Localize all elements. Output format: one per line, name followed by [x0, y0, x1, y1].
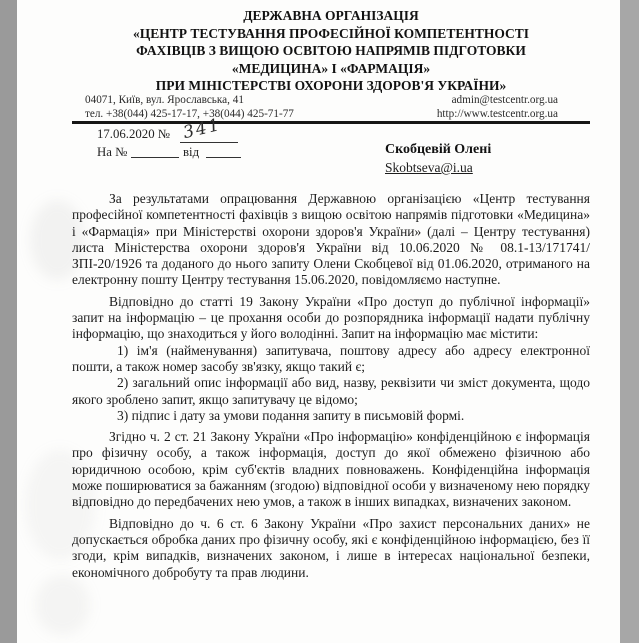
org-phones: тел. +38(044) 425-17-17, +38(044) 425-71-77 [85, 107, 294, 120]
reply-date-blank-line [206, 144, 241, 158]
paragraph-confidential-information: Згідно ч. 2 ст. 21 Закону України «Про інформацію» конфіденційною є інформація про фізичну особу, а також інформація, доступ до якої обмежено фізичною або юридичною особою, крім суб'єктів владних повноважень. Конфіденційна інформація може поширюватися за бажанням (згодою) відповідної особи у визначеному нею порядку відповідно до передбачених нею умов, а також в інших випадках, визначених законом. [72, 429, 590, 510]
paragraph-article-19-definition: Відповідно до статті 19 Закону України «Про доступ до публічної інформації» запит на інформацію – це прохання особи до розпорядника інформації надати публічну інформацію, що знаходиться у його володінні. Запит на інформацію має містити: [72, 293, 590, 342]
list-item-information-description: 2) загальний опис інформації або вид, назву, реквізити чи зміст документа, щодо якого зроблено запит, якщо запитувачу це відомо; [72, 375, 590, 407]
handwritten-outgoing-number: 341 [181, 114, 224, 144]
scan-edge-left [0, 0, 17, 643]
list-item-requester-name: 1) ім'я (найменування) запитувача, поштову адресу або адресу електронної пошти, а також номер засобу зв'язку, якщо такий є; [72, 342, 590, 374]
contact-right-column [437, 94, 578, 121]
org-letterhead [72, 7, 590, 95]
paragraph-personal-data-protection: Відповідно до ч. 6 ст. 6 Закону України «Про захист персональних даних» не допускається обробка даних про фізичну особу, які є конфіденційною інформацією, без її згоди, крім випадків, визначених законом, і лише в інтересах національної безпеки, економічного добробуту та прав людини. [72, 515, 590, 580]
contact-left-column [85, 94, 294, 121]
org-name-line-2: ФАХІВЦІВ З ВИЩОЮ ОСВІТОЮ НАПРЯМІВ ПІДГОТОВКИ [136, 43, 526, 58]
letter-body [72, 191, 590, 581]
list-item-signature-date: 3) підпис і дату за умови подання запиту в письмовій формі. [117, 407, 465, 423]
scan-smudge [35, 575, 90, 635]
outgoing-number-underline [180, 142, 238, 143]
reply-number-blank-line [131, 144, 179, 158]
letterhead-divider-rule [72, 121, 590, 124]
org-type-line: ДЕРЖАВНА ОРГАНІЗАЦІЯ [243, 8, 419, 23]
scan-edge-right [620, 0, 639, 643]
org-website: http://www.testcentr.org.ua [436, 107, 558, 120]
paragraph-results-of-processing: За результатами опрацювання Державною організацією «Центр тестування професійної компетентності фахівців з вищою освітою напрямів підготовки «Медицина» і «Фармація» при Міністерстві охорони здоров'я України» (далі – Центру тестування) листа Міністерства охорони здоров'я України від 10.06.2020 № 08.1-13/171741/ЗПІ-20/1926 та доданого до нього запиту Олени Скобцевої від 01.06.2020, отриманого на електронну пошту Центру тестування 15.06.2020, повідомляємо наступне. [72, 191, 590, 288]
reply-number-label: На № [97, 145, 128, 159]
addressee-email: Skobtseva@i.ua [385, 160, 473, 175]
outgoing-date-number-label: 17.06.2020 № [97, 127, 170, 141]
addressee-block [385, 142, 491, 176]
org-name-line-4: ПРИ МІНІСТЕРСТВІ ОХОРОНИ ЗДОРОВ'Я УКРАЇНИ» [155, 78, 507, 93]
org-name-line-3: «МЕДИЦИНА» І «ФАРМАЦІЯ» [231, 60, 431, 76]
org-address: 04071, Київ, вул. Ярославська, 41 [85, 94, 244, 106]
org-email: admin@testcentr.org.ua [451, 94, 558, 106]
contact-block [85, 94, 578, 121]
reply-date-label: від [183, 145, 200, 159]
addressee-name: Скобцевій Олені [385, 142, 492, 157]
org-name-line-1: «ЦЕНТР ТЕСТУВАННЯ ПРОФЕСІЙНОЇ КОМПЕТЕНТНОСТІ [132, 25, 530, 41]
